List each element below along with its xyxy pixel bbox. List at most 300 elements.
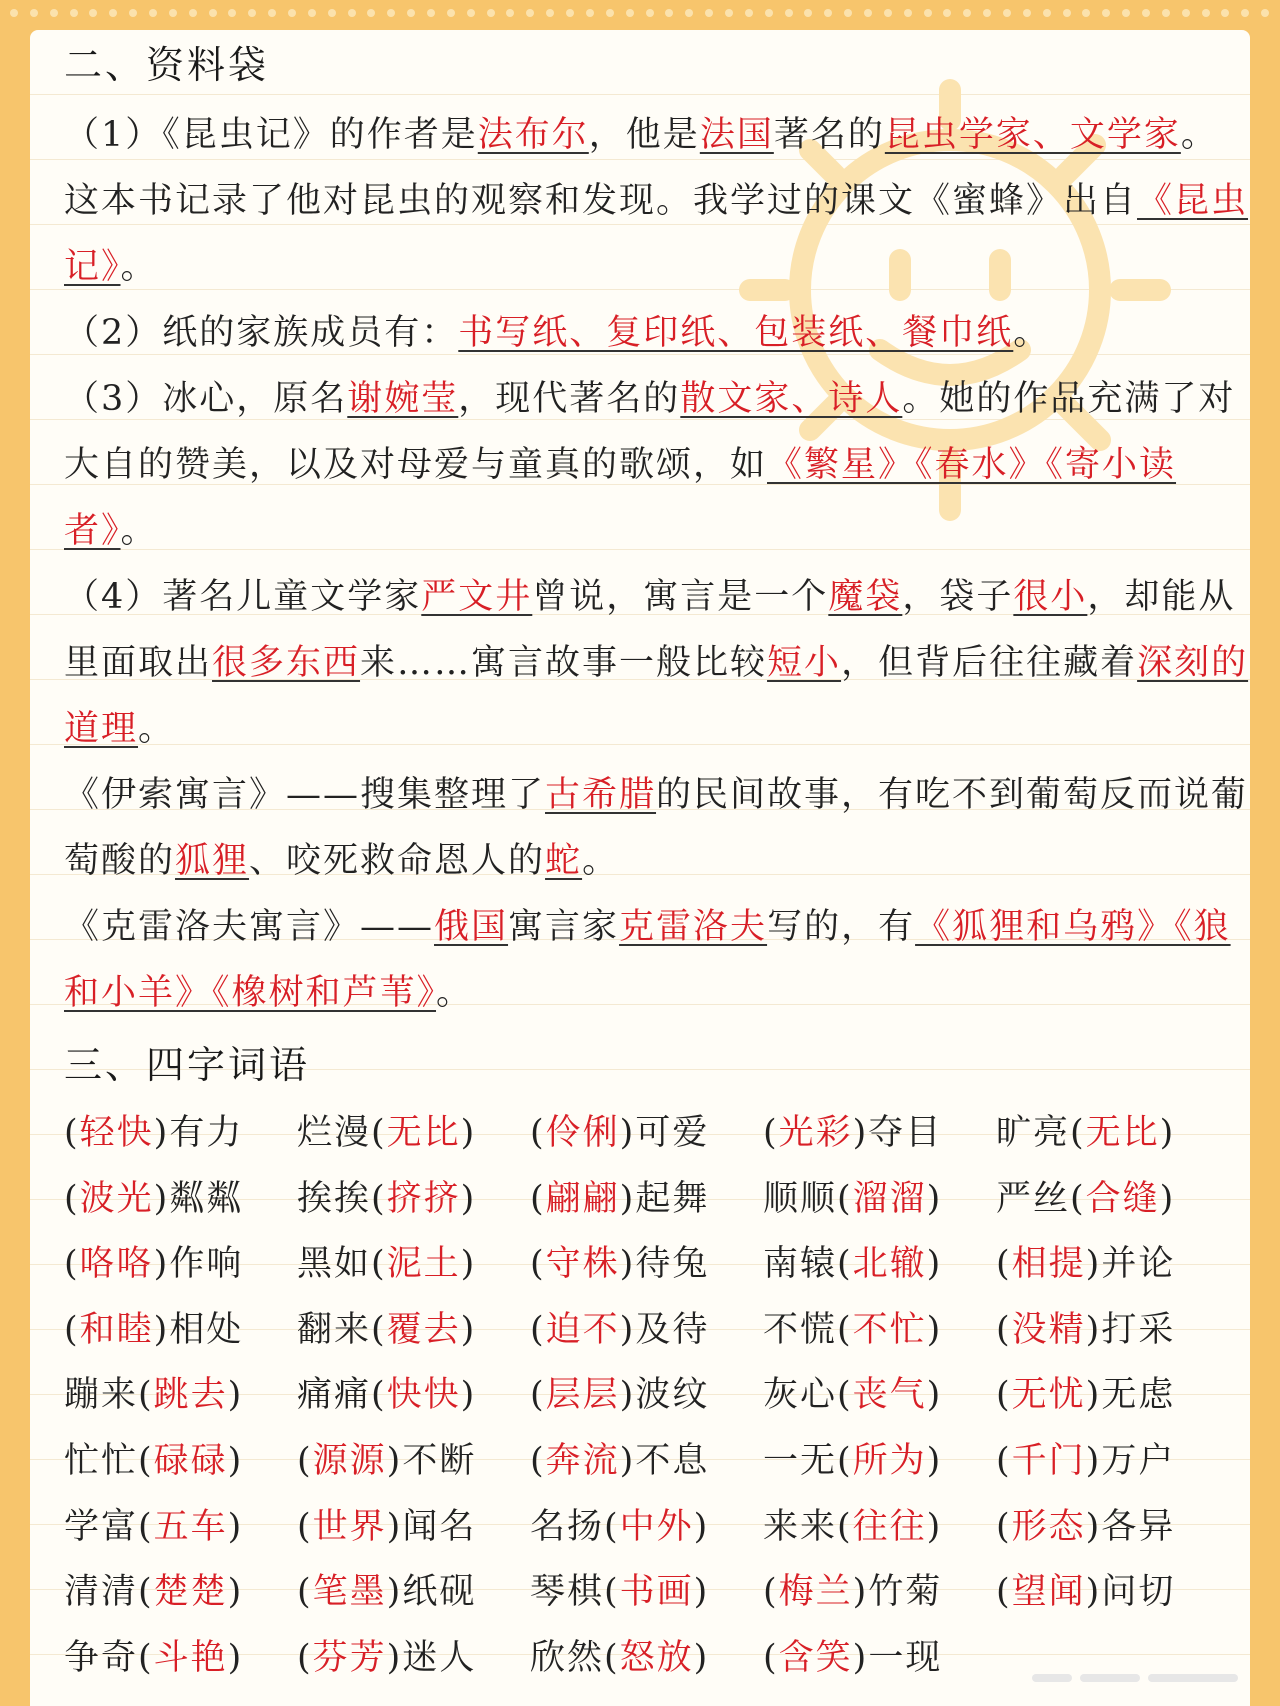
dot <box>169 9 177 17</box>
dot <box>1023 9 1031 17</box>
word-cell <box>996 1233 1229 1299</box>
word-given: )作响 <box>153 1244 244 1285</box>
word-given: ) <box>926 1375 943 1416</box>
word-given: )相处 <box>153 1309 244 1350</box>
answer-text: 严文井 <box>421 577 533 617</box>
word-given: ( <box>996 1440 1012 1481</box>
prompt-text: 。 <box>436 973 474 1013</box>
dot <box>1082 9 1090 17</box>
word-given: )一现 <box>852 1637 943 1678</box>
word-given: ( <box>530 1309 546 1350</box>
word-given: ) <box>227 1572 244 1613</box>
dot <box>725 9 733 17</box>
word-cell <box>64 1561 297 1627</box>
word-given: )波纹 <box>619 1375 710 1416</box>
word-given: )竹菊 <box>852 1572 943 1613</box>
word-cell <box>297 1561 530 1627</box>
word-given: ) <box>1159 1113 1176 1153</box>
word-answer: 和睦 <box>79 1309 154 1350</box>
dot <box>1162 9 1170 17</box>
material-paragraph <box>64 894 1250 1026</box>
word-given: ) <box>227 1375 244 1416</box>
word-cell <box>64 1627 297 1693</box>
word-given: ) <box>460 1113 477 1153</box>
word-row <box>64 1430 1250 1496</box>
word-given: 蹦来( <box>64 1375 154 1416</box>
word-given: 挨挨( <box>297 1178 387 1219</box>
word-given: ( <box>297 1506 313 1547</box>
word-given: 名扬( <box>530 1506 620 1547</box>
word-given: ( <box>763 1637 779 1678</box>
prompt-text: 的民间故事，有吃不到葡萄反而说葡萄酸的 <box>64 775 1249 881</box>
word-cell <box>763 1364 996 1430</box>
dot <box>864 9 872 17</box>
word-cell <box>530 1168 763 1234</box>
dot <box>1241 9 1249 17</box>
prompt-text: （3）冰心，原名 <box>64 379 348 419</box>
word-cell <box>996 1496 1229 1562</box>
word-answer: 跳去 <box>153 1375 228 1416</box>
word-cell <box>530 1496 763 1562</box>
word-answer: 迫不 <box>545 1309 620 1350</box>
word-answer: 千门 <box>1011 1440 1086 1481</box>
word-given: ( <box>297 1637 313 1678</box>
word-answer: 望闻 <box>1011 1572 1086 1613</box>
word-given: )问切 <box>1085 1572 1176 1613</box>
dot <box>109 9 117 17</box>
word-answer: 层层 <box>545 1375 620 1416</box>
prompt-text: 来……寓言故事一般比较 <box>360 643 768 683</box>
word-cell <box>996 1299 1229 1365</box>
dot <box>705 9 713 17</box>
word-answer: 没精 <box>1011 1309 1086 1350</box>
word-answer: 斗艳 <box>153 1637 228 1678</box>
word-cell <box>530 1627 763 1693</box>
word-given: )迷人 <box>386 1637 477 1678</box>
prompt-text: （1）《昆虫记》的作者是 <box>64 115 478 155</box>
watermark <box>988 1658 1238 1698</box>
dot <box>367 9 375 17</box>
word-given: ( <box>530 1440 546 1481</box>
word-answer: 源源 <box>312 1440 387 1481</box>
answer-text: 法布尔 <box>477 115 589 155</box>
word-given: ( <box>530 1244 546 1285</box>
answer-text: 昆虫学家、文学家 <box>884 115 1181 155</box>
word-given: )粼粼 <box>153 1178 244 1219</box>
word-given: ( <box>530 1178 546 1219</box>
dot <box>566 9 574 17</box>
word-answer: 所为 <box>852 1440 927 1481</box>
answer-text: 狐狸 <box>175 841 250 881</box>
word-cell <box>64 1364 297 1430</box>
material-paragraph <box>64 564 1250 762</box>
dot <box>546 9 554 17</box>
top-border <box>0 0 1280 30</box>
word-given: ) <box>926 1506 943 1547</box>
answer-text: 魔袋 <box>828 577 903 617</box>
word-cell <box>996 1430 1229 1496</box>
word-given: 一无( <box>763 1440 853 1481</box>
dot <box>1261 9 1269 17</box>
word-given: ( <box>763 1572 779 1613</box>
dot <box>685 9 693 17</box>
prompt-text: 写的，有 <box>767 907 916 947</box>
word-given: )无虑 <box>1085 1375 1176 1416</box>
word-given: ) <box>227 1637 244 1678</box>
prompt-text: 著名的 <box>773 115 885 155</box>
word-cell <box>996 1102 1229 1168</box>
word-given: 忙忙( <box>64 1440 154 1481</box>
word-cell <box>530 1561 763 1627</box>
dot <box>506 9 514 17</box>
word-answer: 丧气 <box>852 1375 927 1416</box>
word-cell <box>297 1168 530 1234</box>
prompt-text: ，但背后往往藏着 <box>841 643 1138 683</box>
word-given: 灰心( <box>763 1375 853 1416</box>
word-given: ( <box>996 1244 1012 1285</box>
dot <box>765 9 773 17</box>
word-answer: 梅兰 <box>778 1572 853 1613</box>
word-given: )待兔 <box>619 1244 710 1285</box>
word-given: )闻名 <box>386 1506 477 1547</box>
dot <box>89 9 97 17</box>
answer-text: 深刻的道理 <box>64 643 1249 749</box>
word-row <box>64 1233 1250 1299</box>
dot <box>467 9 475 17</box>
word-given: 琴棋( <box>530 1572 620 1613</box>
dot <box>268 9 276 17</box>
word-given: ) <box>693 1572 710 1613</box>
word-given: 争奇( <box>64 1637 154 1678</box>
word-given: 不慌( <box>763 1309 853 1350</box>
dot <box>1182 9 1190 17</box>
word-cell <box>297 1496 530 1562</box>
word-given: 南辕( <box>763 1244 853 1285</box>
word-given: )打采 <box>1085 1309 1176 1350</box>
material-paragraph <box>64 102 1250 300</box>
word-answer: 守株 <box>545 1244 620 1285</box>
dot <box>606 9 614 17</box>
dot <box>1063 9 1071 17</box>
word-cell <box>530 1430 763 1496</box>
word-given: )夺目 <box>852 1113 943 1153</box>
prompt-text: 。她的作品充满了对大自的赞美，以及对母爱与童真的歌颂，如 <box>64 379 1236 485</box>
word-given: ( <box>996 1309 1012 1350</box>
word-given: ) <box>460 1309 477 1350</box>
section-3-title: 三、四字词语 <box>64 1043 311 1087</box>
dot <box>626 9 634 17</box>
answer-text: 俄国 <box>434 907 509 947</box>
word-cell <box>763 1168 996 1234</box>
word-cell <box>297 1102 530 1168</box>
dot <box>884 9 892 17</box>
answer-text: 散文家、诗人 <box>680 379 903 419</box>
answer-text: 很小 <box>1013 577 1088 617</box>
prompt-text: （4）著名儿童文学家 <box>64 577 422 617</box>
dot <box>189 9 197 17</box>
word-cell <box>763 1430 996 1496</box>
prompt-text: 。 <box>1013 313 1051 353</box>
word-given: ) <box>460 1178 477 1219</box>
word-given: ) <box>693 1637 710 1678</box>
word-given: 黑如( <box>297 1244 387 1285</box>
word-given: ( <box>297 1572 313 1613</box>
prompt-text: 《克雷洛夫寓言》—— <box>64 907 435 947</box>
word-given: )各异 <box>1085 1506 1176 1547</box>
word-answer: 伶俐 <box>545 1113 620 1153</box>
answer-text: 《繁星》《春水》《寄小读者》 <box>64 445 1177 551</box>
word-given: )万户 <box>1085 1440 1176 1481</box>
word-answer: 往往 <box>852 1506 927 1547</box>
dot <box>983 9 991 17</box>
word-answer: 挤挤 <box>386 1178 461 1219</box>
prompt-text: ，他是 <box>588 115 700 155</box>
word-cell <box>530 1102 763 1168</box>
dot <box>745 9 753 17</box>
material-paragraph <box>64 300 1250 366</box>
dot <box>30 9 38 17</box>
word-given: ( <box>530 1113 546 1153</box>
dot <box>1202 9 1210 17</box>
word-cell <box>763 1561 996 1627</box>
prompt-text: 。这本书记录了他对昆虫的观察和发现。我学过的课文《蜜蜂》出自 <box>64 115 1218 221</box>
word-cell <box>996 1168 1229 1234</box>
word-given: ( <box>64 1309 80 1350</box>
word-cell <box>297 1299 530 1365</box>
word-answer: 书画 <box>619 1572 694 1613</box>
material-paragraph <box>64 762 1250 894</box>
word-cell <box>297 1430 530 1496</box>
word-answer: 波光 <box>79 1178 154 1219</box>
word-given: )及待 <box>619 1309 710 1350</box>
dot <box>427 9 435 17</box>
worksheet-card <box>30 30 1250 1706</box>
prompt-text: （2）纸的家族成员有： <box>64 313 459 353</box>
dot <box>228 9 236 17</box>
word-cell <box>763 1102 996 1168</box>
word-given: ( <box>297 1440 313 1481</box>
word-given: 欣然( <box>530 1637 620 1678</box>
word-answer: 含笑 <box>778 1637 853 1678</box>
answer-text: 蛇 <box>545 841 583 881</box>
word-cell <box>297 1233 530 1299</box>
dot <box>586 9 594 17</box>
word-cell <box>763 1627 996 1693</box>
answer-text: 书写纸、复印纸、包装纸、餐巾纸 <box>458 313 1014 353</box>
dot <box>1003 9 1011 17</box>
word-answer: 覆去 <box>386 1309 461 1350</box>
word-given: 痛痛( <box>297 1375 387 1416</box>
word-answer: 合缝 <box>1085 1178 1160 1219</box>
word-given: ( <box>530 1375 546 1416</box>
word-cell <box>996 1364 1229 1430</box>
prompt-text: 。 <box>138 709 176 749</box>
word-answer: 无比 <box>386 1113 461 1153</box>
dot <box>487 9 495 17</box>
word-answer: 笔墨 <box>312 1572 387 1613</box>
word-given: ) <box>693 1506 710 1547</box>
word-cell <box>530 1364 763 1430</box>
word-given: 烂漫( <box>297 1113 387 1153</box>
word-row <box>64 1364 1250 1430</box>
word-answer: 形态 <box>1011 1506 1086 1547</box>
dot <box>328 9 336 17</box>
dot <box>963 9 971 17</box>
word-given: )有力 <box>153 1113 244 1153</box>
dot <box>1221 9 1229 17</box>
dot <box>646 9 654 17</box>
dot <box>149 9 157 17</box>
dot <box>785 9 793 17</box>
dot <box>526 9 534 17</box>
word-given: ) <box>1159 1178 1176 1219</box>
word-given: 旷亮( <box>996 1113 1086 1153</box>
dot <box>824 9 832 17</box>
prompt-text: 。 <box>120 247 158 287</box>
dot <box>665 9 673 17</box>
dot <box>804 9 812 17</box>
answer-text: 法国 <box>699 115 774 155</box>
word-cell <box>297 1364 530 1430</box>
word-given: 学富( <box>64 1506 154 1547</box>
dot <box>844 9 852 17</box>
dot <box>308 9 316 17</box>
word-given: ) <box>926 1309 943 1350</box>
prompt-text: ，现代著名的 <box>458 379 681 419</box>
word-cell <box>763 1299 996 1365</box>
section-2-title: 二、资料袋 <box>64 43 270 87</box>
word-answer: 光彩 <box>778 1113 853 1153</box>
word-cell <box>64 1233 297 1299</box>
word-given: )纸砚 <box>386 1572 477 1613</box>
word-answer: 楚楚 <box>153 1572 228 1613</box>
word-cell <box>64 1299 297 1365</box>
word-cell <box>64 1496 297 1562</box>
word-given: 翻来( <box>297 1309 387 1350</box>
dot <box>1043 9 1051 17</box>
prompt-text: 《伊索寓言》——搜集整理了 <box>64 775 546 815</box>
prompt-text: 、咬死救命恩人的 <box>249 841 546 881</box>
dot <box>348 9 356 17</box>
word-given: ) <box>926 1178 943 1219</box>
word-given: )不断 <box>386 1440 477 1481</box>
word-answer: 翩翩 <box>545 1178 620 1219</box>
word-given: )不息 <box>619 1440 710 1481</box>
answer-text: 谢婉莹 <box>347 379 459 419</box>
word-cell <box>64 1168 297 1234</box>
reference-material-section <box>64 102 1250 1026</box>
word-given: ) <box>227 1440 244 1481</box>
word-cell <box>530 1233 763 1299</box>
dot <box>447 9 455 17</box>
word-given: ( <box>763 1113 779 1153</box>
prompt-text: ，却能从里面取出 <box>64 577 1236 683</box>
word-cell <box>996 1561 1229 1627</box>
word-cell <box>763 1233 996 1299</box>
dot <box>924 9 932 17</box>
word-given: ( <box>996 1506 1012 1547</box>
dot <box>10 9 18 17</box>
word-answer: 相提 <box>1011 1244 1086 1285</box>
word-answer: 北辙 <box>852 1244 927 1285</box>
word-given: ( <box>996 1375 1012 1416</box>
word-given: ( <box>64 1244 80 1285</box>
dot <box>70 9 78 17</box>
dot <box>248 9 256 17</box>
answer-text: 《昆虫记》 <box>64 181 1249 287</box>
material-paragraph <box>64 366 1250 564</box>
answer-text: 克雷洛夫 <box>619 907 768 947</box>
word-given: ) <box>460 1244 477 1285</box>
word-answer: 不忙 <box>852 1309 927 1350</box>
answer-text: 很多东西 <box>212 643 361 683</box>
dot <box>387 9 395 17</box>
word-given: ) <box>926 1440 943 1481</box>
word-given: ) <box>926 1244 943 1285</box>
word-given: ( <box>64 1178 80 1219</box>
word-given: )并论 <box>1085 1244 1176 1285</box>
word-answer: 芬芳 <box>312 1637 387 1678</box>
word-given: 顺顺( <box>763 1178 853 1219</box>
word-cell <box>763 1496 996 1562</box>
word-given: 来来( <box>763 1506 853 1547</box>
dot <box>209 9 217 17</box>
word-answer: 溜溜 <box>852 1178 927 1219</box>
word-cell <box>64 1430 297 1496</box>
word-row <box>64 1299 1250 1365</box>
four-character-words-grid <box>64 1102 1250 1692</box>
dot <box>1102 9 1110 17</box>
word-answer: 奔流 <box>545 1440 620 1481</box>
decorative-dots <box>0 6 1280 20</box>
prompt-text: 寓言家 <box>508 907 620 947</box>
dot <box>288 9 296 17</box>
word-given: ( <box>64 1113 80 1153</box>
prompt-text: ，袋子 <box>902 577 1014 617</box>
dot <box>943 9 951 17</box>
word-row <box>64 1561 1250 1627</box>
word-answer: 世界 <box>312 1506 387 1547</box>
prompt-text: 曾说，寓言是一个 <box>532 577 829 617</box>
dot <box>129 9 137 17</box>
answer-text: 《狐狸和乌鸦》《狼和小羊》《橡树和芦苇》 <box>64 907 1231 1013</box>
word-answer: 五车 <box>153 1506 228 1547</box>
word-row <box>64 1496 1250 1562</box>
dot <box>1142 9 1150 17</box>
word-answer: 碌碌 <box>153 1440 228 1481</box>
word-answer: 快快 <box>386 1375 461 1416</box>
word-given: ) <box>227 1506 244 1547</box>
answer-text: 短小 <box>767 643 842 683</box>
prompt-text: 。 <box>120 511 158 551</box>
word-answer: 无忧 <box>1011 1375 1086 1416</box>
word-row <box>64 1102 1250 1168</box>
answer-text: 古希腊 <box>545 775 657 815</box>
word-given: 严丝( <box>996 1178 1086 1219</box>
word-given: 清清( <box>64 1572 154 1613</box>
dot <box>1122 9 1130 17</box>
dot <box>904 9 912 17</box>
word-given: ) <box>460 1375 477 1416</box>
dot <box>407 9 415 17</box>
word-answer: 泥土 <box>386 1244 461 1285</box>
word-answer: 怒放 <box>619 1637 694 1678</box>
word-row <box>64 1168 1250 1234</box>
word-cell <box>64 1102 297 1168</box>
word-given: )可爱 <box>619 1113 710 1153</box>
word-answer: 咯咯 <box>79 1244 154 1285</box>
word-answer: 中外 <box>619 1506 694 1547</box>
